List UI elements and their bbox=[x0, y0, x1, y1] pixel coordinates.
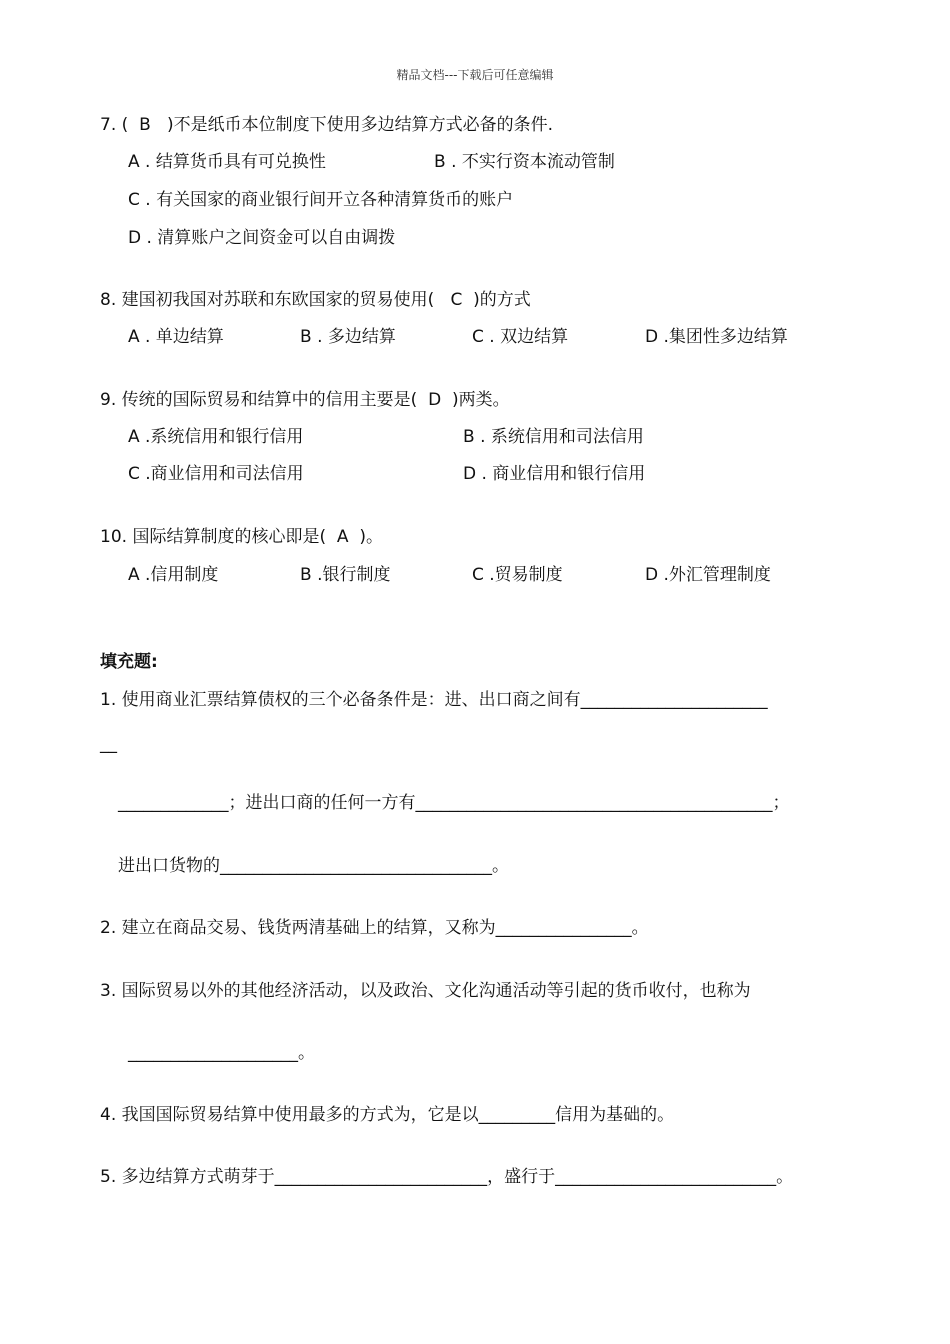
question-7-option-b: B . 不实行资本流动管制 bbox=[434, 152, 615, 172]
question-9-option-d: D . 商业信用和银行信用 bbox=[463, 464, 646, 484]
question-7-stem: 7. ( B )不是纸币本位制度下使用多边结算方式必备的条件. bbox=[100, 115, 553, 135]
fill-2: 2. 建立在商品交易、钱货两清基础上的结算，又称为________________。 bbox=[100, 918, 649, 938]
question-9-option-a: A .系统信用和银行信用 bbox=[128, 427, 304, 447]
fill-1-line-3: _____________；进出口商的任何一方有__________________________________________； bbox=[118, 793, 790, 813]
question-10-option-d: D .外汇管理制度 bbox=[645, 565, 771, 585]
question-10-stem: 10. 国际结算制度的核心即是( A )。 bbox=[100, 527, 383, 547]
question-8-option-b: B . 多边结算 bbox=[300, 327, 396, 347]
fill-3-line-1: 3. 国际贸易以外的其他经济活动，以及政治、文化沟通活动等引起的货币收付，也称为 bbox=[100, 981, 751, 1001]
question-9-option-c: C .商业信用和司法信用 bbox=[128, 464, 304, 484]
fill-section-title: 填充题: bbox=[100, 652, 158, 672]
question-7-option-a: A . 结算货币具有可兑换性 bbox=[128, 152, 326, 172]
page-header: 精品文档---下载后可任意编辑 bbox=[396, 68, 554, 82]
fill-1-line-2: __ bbox=[100, 734, 117, 754]
fill-1-line-1: 1. 使用商业汇票结算债权的三个必备条件是：进、出口商之间有______________________ bbox=[100, 690, 768, 710]
fill-5: 5. 多边结算方式萌芽于_________________________，盛行于__________________________。 bbox=[100, 1167, 794, 1187]
question-9-stem: 9. 传统的国际贸易和结算中的信用主要是( D )两类。 bbox=[100, 390, 510, 410]
question-10-option-a: A .信用制度 bbox=[128, 565, 219, 585]
question-8-option-c: C . 双边结算 bbox=[472, 327, 569, 347]
question-7-option-c: C . 有关国家的商业银行间开立各种清算货币的账户 bbox=[128, 190, 514, 210]
question-8-stem: 8. 建国初我国对苏联和东欧国家的贸易使用( C )的方式 bbox=[100, 290, 531, 310]
question-7-option-d: D . 清算账户之间资金可以自由调拨 bbox=[128, 228, 396, 248]
fill-1-line-4: 进出口货物的________________________________。 bbox=[118, 856, 509, 876]
fill-3-line-2: ____________________。 bbox=[128, 1043, 315, 1063]
question-9-option-b: B . 系统信用和司法信用 bbox=[463, 427, 644, 447]
question-8-option-d: D .集团性多边结算 bbox=[645, 327, 788, 347]
fill-4: 4. 我国国际贸易结算中使用最多的方式为，它是以_________信用为基础的。 bbox=[100, 1105, 675, 1125]
question-10-option-b: B .银行制度 bbox=[300, 565, 391, 585]
question-8-option-a: A . 单边结算 bbox=[128, 327, 224, 347]
question-10-option-c: C .贸易制度 bbox=[472, 565, 563, 585]
